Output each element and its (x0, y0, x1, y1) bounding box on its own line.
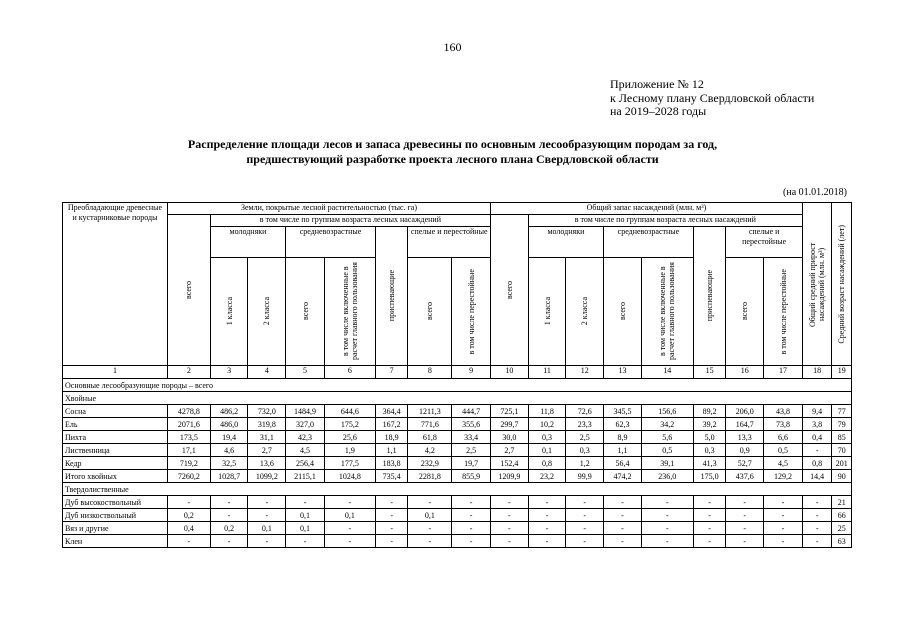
table-cell: 1,9 (324, 444, 375, 457)
table-row (63, 431, 852, 444)
table-cell: 2115,1 (286, 470, 325, 483)
table-cell: - (802, 535, 832, 548)
table-cell: 725,1 (491, 405, 529, 418)
table-cell: - (604, 535, 642, 548)
table-cell: - (286, 496, 325, 509)
header-area-class2-text: 2 класса (262, 297, 272, 326)
header-stock-ripe: спелые и перестойные (726, 227, 803, 258)
header-stock-maturing (693, 227, 726, 366)
table-cell: 719,2 (167, 457, 210, 470)
table-cell: - (528, 522, 566, 535)
header-stock-group: Общий запас насаждений (млн. м³) (491, 203, 803, 215)
table-cell: - (167, 496, 210, 509)
table-cell: 19,7 (452, 457, 491, 470)
table-cell: - (641, 496, 693, 509)
forest-distribution-table (62, 202, 852, 548)
table-cell: 735,4 (375, 470, 408, 483)
table-cell: 66 (832, 509, 852, 522)
table-cell: 31,1 (248, 431, 286, 444)
table-cell: - (375, 509, 408, 522)
table-cell: - (802, 496, 832, 509)
appendix-note (610, 78, 814, 119)
table-cell: 0,3 (693, 444, 726, 457)
column-number: 4 (248, 366, 286, 379)
header-area-middle-main-use (324, 258, 375, 366)
table-cell: 1,1 (604, 444, 642, 457)
table-cell: 1,1 (375, 444, 408, 457)
table-cell: 23,2 (528, 470, 566, 483)
table-cell: 0,9 (726, 444, 764, 457)
header-area-ripe: спелые и перестойные (408, 227, 491, 258)
table-cell: 474,2 (604, 470, 642, 483)
table-cell: - (528, 535, 566, 548)
table-cell: 345,5 (604, 405, 642, 418)
row-label: Лиственница (63, 444, 168, 457)
header-stock-middle: средневозрастные (604, 227, 694, 258)
title-line-1: Распределение площади лесов и запаса древесины по основным лесообразующим породам за год, (187, 137, 718, 151)
table-cell: - (248, 535, 286, 548)
table-cell: 1099,2 (248, 470, 286, 483)
header-avg-age-text: Средний возраст насаждений (лет) (837, 224, 847, 344)
table-cell: 1,2 (566, 457, 604, 470)
table-cell: - (408, 522, 452, 535)
table-cell: 56,4 (604, 457, 642, 470)
table-cell: 14,4 (802, 470, 832, 483)
table-cell: 52,7 (726, 457, 764, 470)
table-cell: - (566, 535, 604, 548)
header-area-middle-main-use-text: в том числе включенные в расчет главного пользования (340, 262, 359, 361)
header-area-total-text: всего (184, 280, 194, 299)
row-label: Вяз и другие (63, 522, 168, 535)
table-cell: 486,2 (210, 405, 248, 418)
table-row (63, 457, 852, 470)
table-cell: 79 (832, 418, 852, 431)
table-cell: - (764, 496, 803, 509)
row-label: Пихта (63, 431, 168, 444)
table-cell: 3,8 (802, 418, 832, 431)
table-cell: - (408, 535, 452, 548)
column-number: 9 (452, 366, 491, 379)
table-cell: - (693, 535, 726, 548)
header-area-middle: средневозрастные (286, 227, 376, 258)
table-cell: - (693, 496, 726, 509)
table-cell: 129,2 (764, 470, 803, 483)
table-cell: 2,7 (248, 444, 286, 457)
table-row (63, 444, 852, 457)
table-cell: 1024,8 (324, 470, 375, 483)
table-row (63, 509, 852, 522)
table-cell: 855,9 (452, 470, 491, 483)
table-cell: 0,8 (802, 457, 832, 470)
table-cell: - (375, 522, 408, 535)
header-stock-class1-text: 1 класса (542, 297, 552, 326)
table-cell: 355,6 (452, 418, 491, 431)
table-cell: - (452, 496, 491, 509)
table-cell: 9,4 (802, 405, 832, 418)
table-cell: 0,5 (764, 444, 803, 457)
table-cell: 156,6 (641, 405, 693, 418)
header-area-ripe-total (408, 258, 452, 366)
table-cell: - (802, 509, 832, 522)
table-cell: - (324, 522, 375, 535)
table-cell: - (408, 496, 452, 509)
table-cell: 33,4 (452, 431, 491, 444)
header-stock-middle-total-text: всего (617, 302, 627, 321)
header-stock-middle-main-use-text: в том числе включенные в расчет главного пользования (658, 262, 677, 361)
table-cell: 13,6 (248, 457, 286, 470)
header-stock-ripe-overmature (764, 258, 803, 366)
header-stock-middle-total (604, 258, 642, 366)
table-cell: 32,5 (210, 457, 248, 470)
table-cell: 2,7 (491, 444, 529, 457)
table-cell: 232,9 (408, 457, 452, 470)
table-cell: - (604, 509, 642, 522)
table-cell: 39,2 (693, 418, 726, 431)
table-cell: 486,0 (210, 418, 248, 431)
row-label: Сосна (63, 405, 168, 418)
table-row (63, 405, 852, 418)
table-cell: - (802, 444, 832, 457)
table-cell: 177,5 (324, 457, 375, 470)
table-cell: 175,0 (693, 470, 726, 483)
header-stock-middle-main-use (641, 258, 693, 366)
table-cell: 7260,2 (167, 470, 210, 483)
table-cell: 99,9 (566, 470, 604, 483)
column-number: 18 (802, 366, 832, 379)
table-cell: 0,2 (167, 509, 210, 522)
column-number: 3 (210, 366, 248, 379)
column-number: 13 (604, 366, 642, 379)
header-species: Преобладающие древесные и кустарниковые породы (63, 203, 168, 366)
page-number: 160 (443, 40, 462, 54)
header-stock-ripe-total-text: всего (740, 302, 750, 321)
header-area-total (167, 215, 210, 366)
table-cell: - (528, 496, 566, 509)
table-cell: 1211,3 (408, 405, 452, 418)
table-cell: 72,6 (566, 405, 604, 418)
header-stock-young: молодняки (528, 227, 603, 258)
table-cell: - (491, 509, 529, 522)
table-cell: 21 (832, 496, 852, 509)
date-note: (на 01.01.2018) (783, 187, 847, 198)
table-cell: 4,5 (764, 457, 803, 470)
table-cell: 42,3 (286, 431, 325, 444)
table-cell: 11,8 (528, 405, 566, 418)
row-label: Ель (63, 418, 168, 431)
header-area-ripe-overmature (452, 258, 491, 366)
table-cell: 175,2 (324, 418, 375, 431)
table-cell: 62,3 (604, 418, 642, 431)
table-cell: 73,8 (764, 418, 803, 431)
table-cell: - (210, 535, 248, 548)
table-cell: 5,0 (693, 431, 726, 444)
table-cell: - (452, 522, 491, 535)
table-cell: - (693, 522, 726, 535)
table-cell: 771,6 (408, 418, 452, 431)
table-cell: 63 (832, 535, 852, 548)
table-cell: 4,2 (408, 444, 452, 457)
table-cell: 299,7 (491, 418, 529, 431)
appendix-line-2: к Лесному плану Свердловской области (610, 90, 815, 105)
table-cell: 2,5 (452, 444, 491, 457)
table-cell: 10,2 (528, 418, 566, 431)
table-cell: 85 (832, 431, 852, 444)
document-title (0, 137, 905, 166)
header-stock-class2 (566, 258, 604, 366)
table-cell: - (375, 496, 408, 509)
table-cell: 90 (832, 470, 852, 483)
table-cell: - (726, 535, 764, 548)
row-label: Итого хвойных (63, 470, 168, 483)
header-growth-text: Общий средний прирост насаждений (млн. м³) (808, 241, 827, 327)
row-label: Дуб высокоствольный (63, 496, 168, 509)
table-cell: 8,9 (604, 431, 642, 444)
table-cell: 2,5 (566, 431, 604, 444)
table-cell: 13,3 (726, 431, 764, 444)
section-label: Основные лесообразующие породы – всего (63, 379, 852, 392)
table-cell: 41,3 (693, 457, 726, 470)
table-cell: - (566, 509, 604, 522)
table-cell: 4,5 (286, 444, 325, 457)
table-cell: 0,1 (286, 509, 325, 522)
table-cell: 5,6 (641, 431, 693, 444)
table-cell: - (491, 535, 529, 548)
table-cell: 173,5 (167, 431, 210, 444)
table-cell: 30,0 (491, 431, 529, 444)
table-cell: 0,4 (167, 522, 210, 535)
table-cell: 0,4 (802, 431, 832, 444)
column-number: 7 (375, 366, 408, 379)
table-cell: 61,8 (408, 431, 452, 444)
header-area-young: молодняки (210, 227, 285, 258)
table-cell: 23,3 (566, 418, 604, 431)
table-cell: - (248, 509, 286, 522)
row-label: Кедр (63, 457, 168, 470)
header-avg-age (832, 203, 852, 366)
column-number: 19 (832, 366, 852, 379)
header-growth (802, 203, 832, 366)
table-cell: 256,4 (286, 457, 325, 470)
row-label: Клен (63, 535, 168, 548)
table-cell: 0,1 (286, 522, 325, 535)
table-cell: 1028,7 (210, 470, 248, 483)
table-cell: 4278,8 (167, 405, 210, 418)
table-cell: 437,6 (726, 470, 764, 483)
table-cell: 0,1 (324, 509, 375, 522)
section-label: Твердолиственные (63, 483, 852, 496)
table-cell: 444,7 (452, 405, 491, 418)
header-area-middle-total (286, 258, 325, 366)
header-area-class2 (248, 258, 286, 366)
header-area-class1 (210, 258, 248, 366)
table-cell: 70 (832, 444, 852, 457)
table-cell: - (726, 496, 764, 509)
table-cell: 19,4 (210, 431, 248, 444)
table-cell: 89,2 (693, 405, 726, 418)
table-cell: 0,3 (566, 444, 604, 457)
column-number: 11 (528, 366, 566, 379)
column-number: 5 (286, 366, 325, 379)
table-cell: 1484,9 (286, 405, 325, 418)
table-cell: - (764, 509, 803, 522)
table-cell: 167,2 (375, 418, 408, 431)
column-number: 6 (324, 366, 375, 379)
column-number: 17 (764, 366, 803, 379)
table-cell: 0,2 (210, 522, 248, 535)
column-number: 2 (167, 366, 210, 379)
table-cell: - (491, 496, 529, 509)
table-cell: - (566, 522, 604, 535)
column-number: 1 (63, 366, 168, 379)
table-cell: 152,4 (491, 457, 529, 470)
table-cell: - (452, 509, 491, 522)
header-area-maturing-text: приспевающие (387, 270, 397, 322)
table-cell: 77 (832, 405, 852, 418)
table-row (63, 496, 852, 509)
table-cell: 644,6 (324, 405, 375, 418)
table-cell: 319,8 (248, 418, 286, 431)
table-cell: 0,1 (528, 444, 566, 457)
table-cell: - (324, 496, 375, 509)
table-cell: 0,1 (248, 522, 286, 535)
table-cell: - (764, 535, 803, 548)
section-label: Хвойные (63, 392, 852, 405)
table-cell: 2281,8 (408, 470, 452, 483)
table-cell: - (764, 522, 803, 535)
header-stock-class2-text: 2 класса (580, 297, 590, 326)
table-cell: 327,0 (286, 418, 325, 431)
table-cell: - (452, 535, 491, 548)
table-cell: - (641, 535, 693, 548)
table-cell: 25,6 (324, 431, 375, 444)
header-stock-maturing-text: приспевающие (705, 270, 715, 322)
table-cell: 0,1 (408, 509, 452, 522)
table-row (63, 522, 852, 535)
table-cell: 0,3 (528, 431, 566, 444)
table-cell: 236,0 (641, 470, 693, 483)
table-cell: 164,7 (726, 418, 764, 431)
header-area-class1-text: 1 класса (224, 297, 234, 326)
table-cell: 25 (832, 522, 852, 535)
title-line-2: предшествующий разработке проекта лесного плана Свердловской области (246, 151, 659, 166)
header-stock-ripe-overmature-text: в том числе перестойные (778, 268, 788, 355)
table-cell: - (726, 509, 764, 522)
column-number: 15 (693, 366, 726, 379)
table-row (63, 470, 852, 483)
column-numbers-row (63, 366, 852, 379)
table-cell: 201 (832, 457, 852, 470)
table-cell: 364,4 (375, 405, 408, 418)
table-cell: - (167, 535, 210, 548)
table-cell: - (375, 535, 408, 548)
table-cell: 39,1 (641, 457, 693, 470)
table-cell: - (604, 496, 642, 509)
table-cell: 732,0 (248, 405, 286, 418)
header-stock-class1 (528, 258, 566, 366)
table-cell: - (210, 496, 248, 509)
table-cell: - (693, 509, 726, 522)
table-cell: - (726, 522, 764, 535)
column-number: 12 (566, 366, 604, 379)
section-row-main (63, 379, 852, 392)
column-number: 8 (408, 366, 452, 379)
table-row (63, 418, 852, 431)
table-cell: 18,9 (375, 431, 408, 444)
table-cell: - (324, 535, 375, 548)
header-stock-total-text: всего (504, 280, 514, 299)
table-cell: - (641, 522, 693, 535)
table-cell: 206,0 (726, 405, 764, 418)
header-stock-ripe-total (726, 258, 764, 366)
header-area-maturing (375, 227, 408, 366)
table-cell: 1209,9 (491, 470, 529, 483)
header-area-ripe-total-text: всего (425, 302, 435, 321)
table-cell: 43,8 (764, 405, 803, 418)
table-cell: - (210, 509, 248, 522)
section-row-conifers (63, 392, 852, 405)
table-cell: - (248, 496, 286, 509)
header-area-ripe-overmature-text: в том числе перестойные (466, 268, 476, 355)
column-number: 14 (641, 366, 693, 379)
table-cell: - (566, 496, 604, 509)
table-cell: - (604, 522, 642, 535)
table-cell: 4,6 (210, 444, 248, 457)
header-area-by-age: в том числе по группам возраста лесных насаждений (210, 215, 490, 227)
table-cell: 34,2 (641, 418, 693, 431)
column-number: 16 (726, 366, 764, 379)
table-cell: - (802, 522, 832, 535)
table-cell: - (528, 509, 566, 522)
table-cell: - (491, 522, 529, 535)
table-row (63, 535, 852, 548)
table-cell: - (641, 509, 693, 522)
header-area-middle-total-text: всего (300, 302, 310, 321)
header-area-group: Земли, покрытые лесной растительностью (тыс. га) (167, 203, 490, 215)
table-cell: 17,1 (167, 444, 210, 457)
table-cell: 0,8 (528, 457, 566, 470)
section-row-hardwoods (63, 483, 852, 496)
appendix-line-3: на 2019–2028 годы (610, 104, 707, 118)
table-cell: 2071,6 (167, 418, 210, 431)
table-cell: - (286, 535, 325, 548)
appendix-line-1: Приложение № 12 (610, 77, 704, 91)
header-stock-total (491, 215, 529, 366)
column-number: 10 (491, 366, 529, 379)
header-stock-by-age: в том числе по группам возраста лесных насаждений (528, 215, 802, 227)
table-cell: 183,8 (375, 457, 408, 470)
table-cell: 0,5 (641, 444, 693, 457)
table-cell: 6,6 (764, 431, 803, 444)
row-label: Дуб низкоствольный (63, 509, 168, 522)
